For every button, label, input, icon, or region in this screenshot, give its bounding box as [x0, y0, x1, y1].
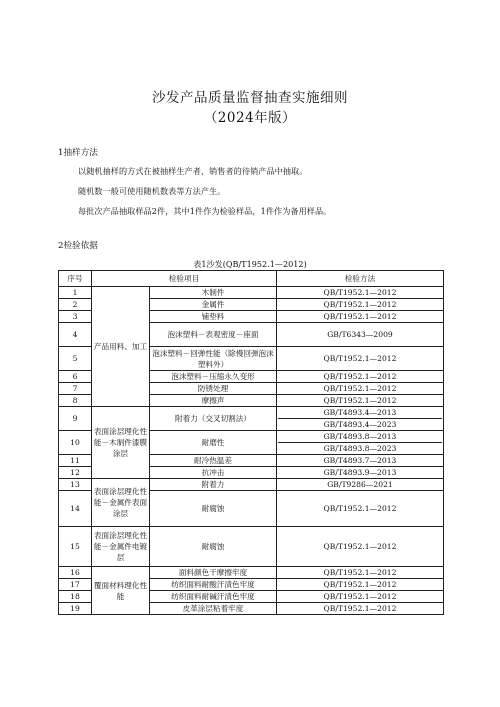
method-cell: QB/T1952.1—2012	[277, 383, 444, 395]
row-number: 17	[59, 579, 92, 591]
method-cell: QB/T1952.1—2012	[277, 395, 444, 407]
section-heading-basis: 2检验依据	[58, 241, 98, 251]
item-cell: 耐冷热温差	[150, 455, 277, 467]
method-cell: GB/T4893.9—2013	[277, 467, 444, 479]
row-number: 2	[59, 299, 92, 311]
item-cell: 金属件	[150, 299, 277, 311]
item-cell: 耐腐蚀	[150, 527, 277, 567]
table-row	[59, 527, 444, 567]
method-cell: QB/T1952.1—2012	[277, 287, 444, 299]
row-number: 12	[59, 467, 92, 479]
method-line: GB/T4893.4—2023	[323, 420, 397, 429]
method-cell: GB/T9286—2021	[277, 479, 444, 491]
paragraph: 随机数一般可使用随机数表等方法产生。	[78, 186, 226, 196]
row-number: 5	[59, 347, 92, 371]
row-number: 6	[59, 371, 92, 383]
table-row	[59, 287, 444, 299]
method-line: GB/T4893.4—2013	[278, 407, 442, 419]
method-cell	[277, 431, 444, 455]
table-caption: 表1沙发(QB/T1952.1—2012)	[193, 259, 307, 269]
row-number: 13	[59, 479, 92, 491]
table-row	[59, 479, 444, 491]
method-cell: QB/T1952.1—2012	[277, 579, 444, 591]
item-cell: 泡沫塑料－回弹性能（除慢回弹泡沫塑料外）	[150, 347, 277, 371]
method-cell	[277, 407, 444, 431]
method-cell: QB/T1952.1—2012	[277, 299, 444, 311]
column-header-method: 检验方法	[277, 271, 444, 287]
item-cell: 耐磨性	[150, 431, 277, 455]
method-cell: QB/T1952.1—2012	[277, 347, 444, 371]
method-cell: QB/T1952.1—2012	[277, 527, 444, 567]
table-header-row	[59, 271, 444, 287]
method-cell: GB/T4893.7—2013	[277, 455, 444, 467]
method-cell: QB/T1952.1—2012	[277, 371, 444, 383]
item-cell: 面料颜色干摩擦牢度	[150, 567, 277, 579]
row-number: 14	[59, 491, 92, 527]
method-line: GB/T4893.8—2013	[278, 431, 442, 443]
item-cell: 纺织面料耐酸汗渍色牢度	[150, 579, 277, 591]
document-title: 沙发产品质量监督抽查实施细则	[152, 90, 348, 106]
row-number: 10	[59, 431, 92, 455]
row-number: 16	[59, 567, 92, 579]
paragraph: 每批次产品抽取样品2件，其中1件作为检验样品，1件作为备用样品。	[78, 206, 332, 216]
group-label: 产品用料、加工	[92, 287, 150, 407]
section-heading-sampling: 1抽样方法	[58, 148, 98, 158]
paragraph: 以随机抽样的方式在被抽样生产者、销售者的待销产品中抽取。	[78, 166, 308, 176]
method-cell: QB/T1952.1—2012	[277, 603, 444, 615]
item-cell: 抗冲击	[150, 467, 277, 479]
item-cell: 纺织面料耐碱汗渍色牢度	[150, 591, 277, 603]
method-line: GB/T4893.8—2023	[323, 444, 397, 453]
document-subtitle: （2024年版）	[203, 110, 297, 126]
group-label: 覆面材料理化性能	[92, 567, 150, 615]
table-row	[59, 407, 444, 431]
column-header-item: 检验项目	[92, 271, 277, 287]
inspection-table	[58, 270, 444, 615]
row-number: 7	[59, 383, 92, 395]
item-cell: 泡沫塑料－表观密度－座面	[150, 323, 277, 347]
item-cell: 铺垫料	[150, 311, 277, 323]
row-number: 18	[59, 591, 92, 603]
group-label: 表面涂层理化性能－木制件漆膜涂层	[92, 407, 150, 479]
item-cell: 皮革涂层粘着牢度	[150, 603, 277, 615]
item-cell: 摩擦声	[150, 395, 277, 407]
item-cell: 泡沫塑料－压缩永久变形	[150, 371, 277, 383]
method-cell: QB/T1952.1—2012	[277, 491, 444, 527]
item-cell: 防锈处理	[150, 383, 277, 395]
method-cell: QB/T1952.1—2012	[277, 311, 444, 323]
table-row	[59, 567, 444, 579]
column-header-no: 序号	[59, 271, 92, 287]
item-cell: 附着力	[150, 479, 277, 491]
row-number: 11	[59, 455, 92, 467]
row-number: 1	[59, 287, 92, 299]
row-number: 3	[59, 311, 92, 323]
row-number: 15	[59, 527, 92, 567]
method-cell: GB/T6343—2009	[277, 323, 444, 347]
row-number: 9	[59, 407, 92, 431]
item-cell: 木制件	[150, 287, 277, 299]
item-cell: 附着力（交叉切割法）	[150, 407, 277, 431]
group-label: 表面涂层理化性能－金属件电镀层	[92, 527, 150, 567]
item-cell: 耐腐蚀	[150, 491, 277, 527]
method-cell: QB/T1952.1—2012	[277, 567, 444, 579]
method-cell: QB/T1952.1—2012	[277, 591, 444, 603]
group-label: 表面涂层理化性能－金属件表面涂层	[92, 479, 150, 527]
row-number: 4	[59, 323, 92, 347]
row-number: 19	[59, 603, 92, 615]
row-number: 8	[59, 395, 92, 407]
